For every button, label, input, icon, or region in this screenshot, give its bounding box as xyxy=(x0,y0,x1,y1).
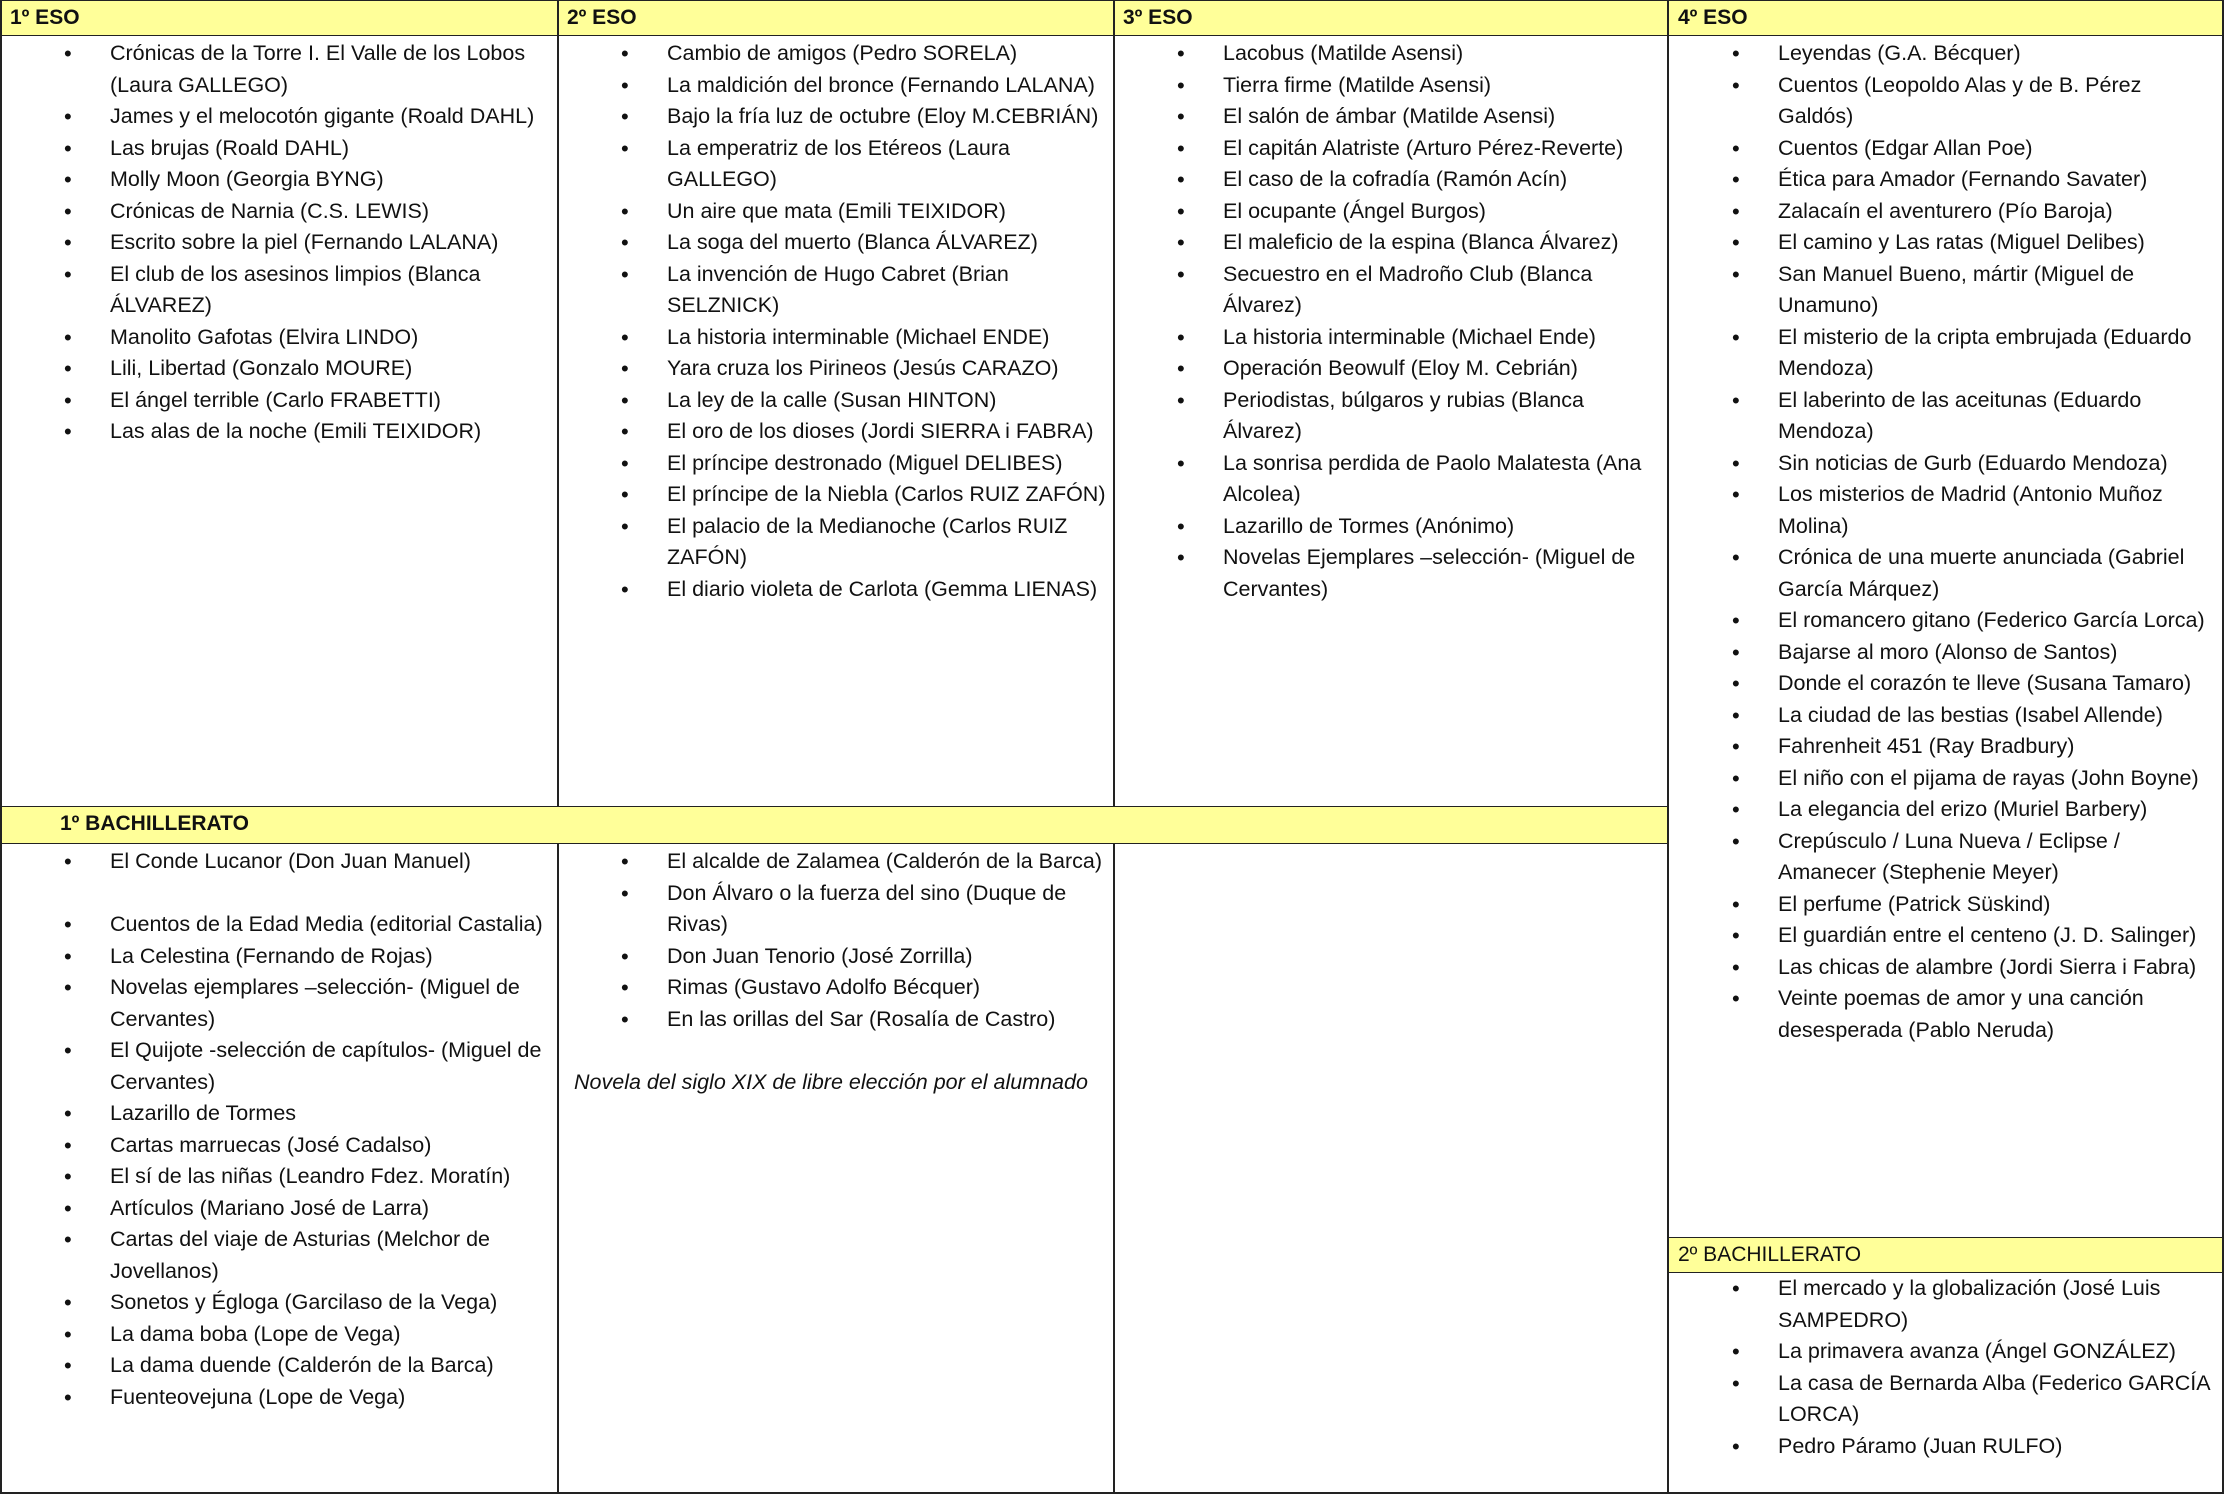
list-item: • La elegancia del erizo (Muriel Barbery) xyxy=(1732,797,2148,822)
list-item: • La historia interminable (Michael Ende) xyxy=(1177,324,1596,350)
list-item: • La casa de Bernarda Alba (Federico GARCÍA LORCA) xyxy=(1732,1370,2210,1426)
list-item: • Rimas (Gustavo Adolfo Bécquer) xyxy=(621,975,981,1000)
list-item: • El oro de los dioses (Jordi SIERRA i FABRA) xyxy=(621,419,1094,444)
list-item: • Don Álvaro o la fuerza del sino (Duque de Rivas) xyxy=(621,880,1067,936)
list-item: • Crepúsculo / Luna Nueva / Eclipse / Amanecer (Stephenie Meyer) xyxy=(1732,828,2120,884)
list-item: • Cambio de amigos (Pedro SORELA) xyxy=(621,41,1018,66)
list-item: • San Manuel Bueno, mártir (Miguel de Unamuno) xyxy=(1732,261,2135,317)
list-item: • Sin noticias de Gurb (Eduardo Mendoza) xyxy=(1732,450,2168,476)
header-1eso-label: 1º ESO xyxy=(10,6,80,29)
header-3eso xyxy=(1113,0,1668,36)
list-item: • Don Juan Tenorio (José Zorrilla) xyxy=(621,943,973,969)
list-item: • Secuestro en el Madroño Club (Blanca Álvarez) xyxy=(1177,261,1593,317)
list-item: • Cuentos (Leopoldo Alas y de B. Pérez Galdós) xyxy=(1732,72,2142,128)
list-item: • Leyendas (G.A. Bécquer) xyxy=(1732,41,2021,66)
list-item: • El diario violeta de Carlota (Gemma LIENAS) xyxy=(621,576,1098,602)
grid-line xyxy=(1113,844,1115,1493)
header-3eso-label: 3º ESO xyxy=(1123,6,1193,29)
list-item: • Donde el corazón te lleve (Susana Tamaro) xyxy=(1732,671,2192,696)
list-item: • Lazarillo de Tormes (Anónimo) xyxy=(1177,513,1515,539)
list-item: • El palacio de la Medianoche (Carlos RUIZ ZAFÓN) xyxy=(621,513,1068,569)
list-item: • Los misterios de Madrid (Antonio Muñoz Molina) xyxy=(1732,482,2163,538)
list-item: • La dama duende (Calderón de la Barca) xyxy=(64,1353,494,1378)
list-item: • Cuentos de la Edad Media (editorial Castalia) xyxy=(64,912,543,937)
list-item: • Ética para Amador (Fernando Savater) xyxy=(1732,167,2148,192)
list-item: • Las alas de la noche (Emili TEIXIDOR) xyxy=(64,419,482,444)
list-item: • Fuenteovejuna (Lope de Vega) xyxy=(64,1384,406,1410)
list-item: • Operación Beowulf (Eloy M. Cebrián) xyxy=(1177,356,1578,381)
header-4eso xyxy=(1668,0,2224,36)
list-item: • La maldición del bronce (Fernando LALANA) xyxy=(621,72,1095,98)
list-item: • Manolito Gafotas (Elvira LINDO) xyxy=(64,324,419,350)
header-2bach-label: 2º BACHILLERATO xyxy=(1678,1243,1862,1266)
list-item: • Bajarse al moro (Alonso de Santos) xyxy=(1732,639,2118,665)
list-item: • El capitán Alatriste (Arturo Pérez-Reverte) xyxy=(1177,135,1624,161)
list-item: • El salón de ámbar (Matilde Asensi) xyxy=(1177,104,1556,129)
list-item: • Fahrenheit 451 (Ray Bradbury) xyxy=(1732,734,2075,759)
list-1bach-col1 xyxy=(0,846,557,1413)
list-item: • Novelas Ejemplares –selección- (Miguel de Cervantes) xyxy=(1177,545,1636,601)
list-item: • La soga del muerto (Blanca ÁLVAREZ) xyxy=(621,230,1038,255)
list-item: • La sonrisa perdida de Paolo Malatesta (Ana Alcolea) xyxy=(1177,450,1642,506)
list-item: • El guardián entre el centeno (J. D. Salinger) xyxy=(1732,923,2197,948)
list-item: • Periodistas, búlgaros y rubias (Blanca Álvarez) xyxy=(1177,387,1584,443)
header-1bach xyxy=(0,806,1668,844)
list-item: • La invención de Hugo Cabret (Brian SELZNICK) xyxy=(621,261,1009,317)
list-item: • Yara cruza los Pirineos (Jesús CARAZO) xyxy=(621,356,1059,381)
list-item: • Las brujas (Roald DAHL) xyxy=(64,135,349,161)
list-item: • El Conde Lucanor (Don Juan Manuel) xyxy=(64,849,471,874)
list-item: • Lacobus (Matilde Asensi) xyxy=(1177,41,1464,66)
list-item: • El perfume (Patrick Süskind) xyxy=(1732,891,2051,917)
list-item: • El camino y Las ratas (Miguel Delibes) xyxy=(1732,230,2145,255)
header-2eso-label: 2º ESO xyxy=(567,6,637,29)
list-item: • Artículos (Mariano José de Larra) xyxy=(64,1195,430,1221)
list-item: • Pedro Páramo (Juan RULFO) xyxy=(1732,1433,2063,1459)
list-item: • El caso de la cofradía (Ramón Acín) xyxy=(1177,167,1568,192)
list-item: • El mercado y la globalización (José Luis SAMPEDRO) xyxy=(1732,1276,2161,1332)
header-2eso xyxy=(557,0,1113,36)
list-item: • La primavera avanza (Ángel GONZÁLEZ) xyxy=(1732,1339,2176,1364)
header-4eso-label: 4º ESO xyxy=(1678,6,1748,29)
free-choice-note: Novela del siglo XIX de libre elección por el alumnado xyxy=(574,1070,1088,1094)
list-item: • Las chicas de alambre (Jordi Sierra i Fabra) xyxy=(1732,954,2197,980)
list-item: • Cartas del viaje de Asturias (Melchor de Jovellanos) xyxy=(64,1227,491,1283)
list-2eso xyxy=(557,38,1113,605)
list-item: • Crónicas de Narnia (C.S. LEWIS) xyxy=(64,198,430,224)
list-item: • En las orillas del Sar (Rosalía de Castro) xyxy=(621,1006,1056,1032)
list-item: • El club de los asesinos limpios (Blanca ÁLVAREZ) xyxy=(64,261,481,317)
list-item: • La Celestina (Fernando de Rojas) xyxy=(64,943,433,969)
list-item: • La emperatriz de los Etéreos (Laura GALLEGO) xyxy=(621,135,1010,191)
list-item: • James y el melocotón gigante (Roald DAHL) xyxy=(64,104,535,129)
list-item: • Tierra firme (Matilde Asensi) xyxy=(1177,72,1492,98)
list-item: • Lazarillo de Tormes xyxy=(64,1101,297,1126)
list-item: • El príncipe de la Niebla (Carlos RUIZ ZAFÓN) xyxy=(621,482,1106,507)
list-item: • La ciudad de las bestias (Isabel Allende) xyxy=(1732,702,2163,728)
header-1bach-label: 1º BACHILLERATO xyxy=(60,812,249,835)
list-item: • El niño con el pijama de rayas (John Boyne) xyxy=(1732,765,2199,791)
list-item: • Un aire que mata (Emili TEIXIDOR) xyxy=(621,198,1006,224)
list-item: • El ángel terrible (Carlo FRABETTI) xyxy=(64,387,441,413)
list-3eso xyxy=(1113,38,1668,605)
list-item: • El misterio de la cripta embrujada (Eduardo Mendoza) xyxy=(1732,324,2192,380)
list-item: • Molly Moon (Georgia BYNG) xyxy=(64,167,384,192)
grid-line xyxy=(0,1492,2224,1494)
list-item: • La ley de la calle (Susan HINTON) xyxy=(621,387,997,413)
list-item: • El laberinto de las aceitunas (Eduardo Mendoza) xyxy=(1732,387,2142,443)
list-item: • Bajo la fría luz de octubre (Eloy M.CEBRIÁN) xyxy=(621,104,1099,129)
header-2bach xyxy=(1668,1237,2224,1273)
list-item: • Veinte poemas de amor y una canción desesperada (Pablo Neruda) xyxy=(1732,986,2144,1042)
header-1eso xyxy=(0,0,557,36)
list-item: • El príncipe destronado (Miguel DELIBES) xyxy=(621,450,1063,476)
list-item: • Crónicas de la Torre I. El Valle de los Lobos (Laura GALLEGO) xyxy=(64,41,526,97)
list-item: • El maleficio de la espina (Blanca Álvarez) xyxy=(1177,230,1619,255)
list-item: • El romancero gitano (Federico García Lorca) xyxy=(1732,608,2205,633)
list-item: • El ocupante (Ángel Burgos) xyxy=(1177,198,1486,224)
list-item: • Crónica de una muerte anunciada (Gabriel García Márquez) xyxy=(1732,545,2185,601)
list-item: • El Quijote -selección de capítulos- (Miguel de Cervantes) xyxy=(64,1038,542,1094)
list-item: • Cuentos (Edgar Allan Poe) xyxy=(1732,135,2033,161)
list-item: • Escrito sobre la piel (Fernando LALANA) xyxy=(64,230,499,255)
list-item: • Novelas ejemplares –selección- (Miguel de Cervantes) xyxy=(64,975,520,1031)
list-item: • Zalacaín el aventurero (Pío Baroja) xyxy=(1732,198,2113,224)
list-item: • El alcalde de Zalamea (Calderón de la Barca) xyxy=(621,849,1103,874)
list-item: • Cartas marruecas (José Cadalso) xyxy=(64,1132,432,1158)
list-4eso xyxy=(1668,38,2224,1046)
list-1eso xyxy=(0,38,557,448)
list-item: • Lili, Libertad (Gonzalo MOURE) xyxy=(64,356,413,381)
list-item: • La historia interminable (Michael ENDE) xyxy=(621,324,1050,350)
list-item: • Sonetos y Égloga (Garcilaso de la Vega) xyxy=(64,1290,498,1315)
list-2bach xyxy=(1668,1273,2224,1462)
list-item: • El sí de las niñas (Leandro Fdez. Moratín) xyxy=(64,1164,511,1189)
list-1bach-col2 xyxy=(557,846,1113,1035)
list-item: • La dama boba (Lope de Vega) xyxy=(64,1321,401,1347)
